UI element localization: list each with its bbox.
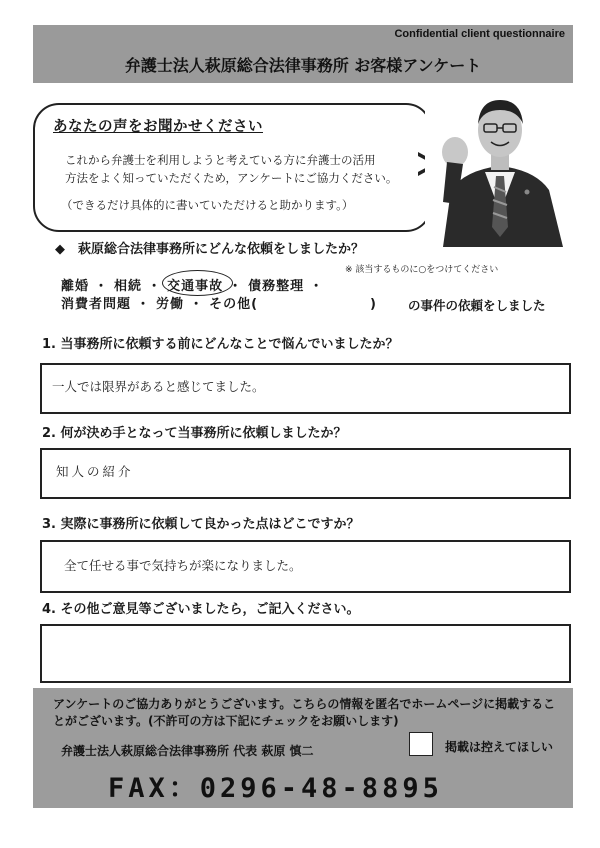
question-3: 3. 実際に事務所に依頼して良かった点はどこですか？ <box>42 517 360 532</box>
footer-signature: 弁護士法人萩原総合法律事務所 代表 萩原 慎二 <box>61 744 314 758</box>
request-options-line-1: 離婚 ・ 相続 ・ 交通事故 ・ 債務整理 ・ <box>61 279 324 294</box>
question-2: 2. 何が決め手となって当事務所に依頼しましたか？ <box>42 426 347 441</box>
page-title: 弁護士法人萩原総合法律事務所 お客様アンケート <box>124 56 482 75</box>
intro-title: あなたの声をお聞かせください <box>53 119 263 135</box>
header-banner <box>33 25 573 83</box>
intro-note: （できるだけ具体的に書いていただけると助かります。） <box>61 198 354 212</box>
intro-bubble <box>33 103 432 232</box>
footer-banner <box>33 688 573 808</box>
answer-1: 一人では限界があると感じてました。 <box>52 379 265 394</box>
question-1: 1. 当事務所に依頼する前にどんなことで悩んでいましたか？ <box>42 337 399 352</box>
intro-text <box>65 151 425 187</box>
answer-box-2[interactable] <box>40 448 571 499</box>
request-note: ※ 該当するものに○をつけてください <box>345 265 499 275</box>
request-options-line-2: 消費者問題 ・ 労働 ・ その他( ) <box>61 297 377 312</box>
footer-text: アンケートのご協力ありがとうございます。こちらの情報を匿名でホームページに掲載することがございます。(不許可の方は下記にチェックをお願いします) <box>53 697 556 728</box>
intro-line-1: これから弁護士を利用しようと考えている方に弁護士の活用 <box>65 153 376 167</box>
request-suffix: の事件の依頼をしました <box>408 298 546 313</box>
no-publish-label: 掲載は控えてほしい <box>445 740 554 754</box>
no-publish-checkbox[interactable] <box>409 732 433 756</box>
fax-number: FAX：0296-48-8895 <box>108 773 443 804</box>
confidential-tag: Confidential client questionnaire <box>394 28 565 40</box>
answer-3: 全て任せる事で気持ちが楽になりました。 <box>64 558 302 573</box>
lawyer-photo <box>425 92 575 247</box>
selected-option-circle <box>162 270 233 296</box>
question-4: 4. その他ご意見等ございましたら，ご記入ください。 <box>42 602 360 617</box>
answer-box-3[interactable] <box>40 540 571 593</box>
intro-line-2: 方法をよく知っていただくため，アンケートにご協力ください。 <box>65 171 398 185</box>
answer-box-4[interactable] <box>40 624 571 683</box>
answer-2: 知人の紹介 <box>56 464 134 479</box>
answer-box-1[interactable] <box>40 363 571 414</box>
request-question: ◆ 萩原総合法律事務所にどんな依頼をしましたか？ <box>55 242 364 257</box>
